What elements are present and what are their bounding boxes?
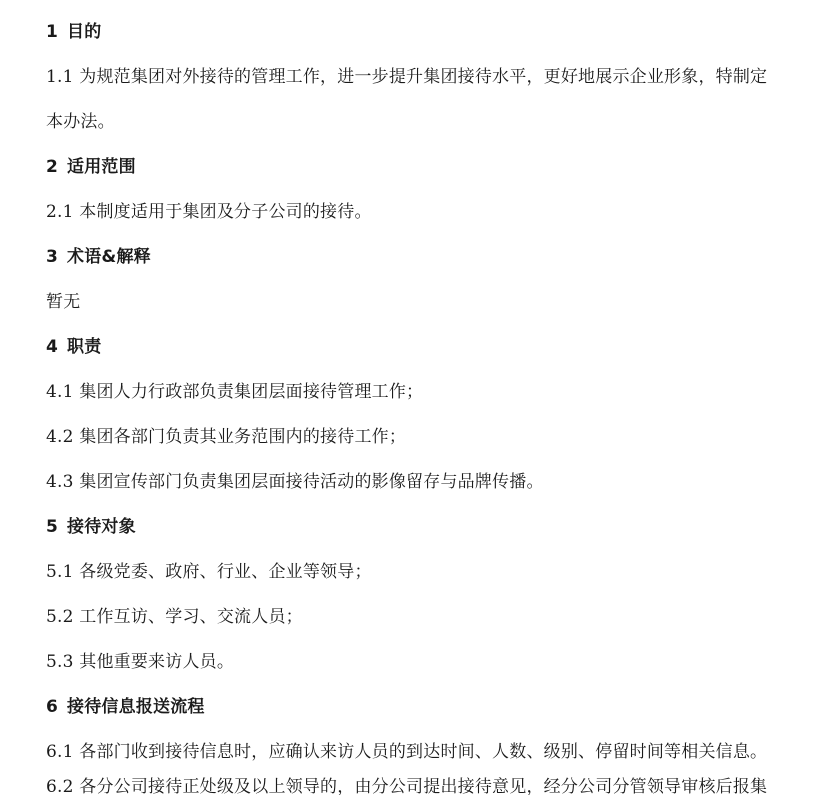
paragraph-6-2: 6.2 各分公司接待正处级及以上领导的，由分公司提出接待意见，经分公司分管领导审核后报集 xyxy=(46,777,768,795)
section-title: 术语&解释 xyxy=(67,247,151,267)
section-title: 接待对象 xyxy=(67,517,136,537)
section-number: 5 xyxy=(46,517,59,537)
section-number: 6 xyxy=(46,697,59,717)
paragraph-5-3: 5.3 其他重要来访人员。 xyxy=(46,652,235,672)
paragraph-6-1: 6.1 各部门收到接待信息时，应确认来访人员的到达时间、人数、级别、停留时间等相关信息。 xyxy=(46,742,768,762)
section-heading-6 xyxy=(46,696,205,718)
paragraph-2-1: 2.1 本制度适用于集团及分子公司的接待。 xyxy=(46,202,372,222)
paragraph-5-1: 5.1 各级党委、政府、行业、企业等领导； xyxy=(46,562,372,582)
section-number: 3 xyxy=(46,247,59,267)
section-title: 目的 xyxy=(67,22,102,42)
section-heading-4 xyxy=(46,336,101,358)
section-heading-3 xyxy=(46,246,151,268)
section-title: 适用范围 xyxy=(67,157,136,177)
paragraph-4-1: 4.1 集团人力行政部负责集团层面接待管理工作； xyxy=(46,382,424,402)
paragraph-4-3: 4.3 集团宣传部门负责集团层面接待活动的影像留存与品牌传播。 xyxy=(46,472,544,492)
paragraph-4-2: 4.2 集团各部门负责其业务范围内的接待工作； xyxy=(46,427,407,447)
section-number: 4 xyxy=(46,337,59,357)
paragraph-1-1: 1.1 为规范集团对外接待的管理工作，进一步提升集团接待水平，更好地展示企业形象，特制定 xyxy=(46,67,768,87)
section-heading-5 xyxy=(46,516,136,538)
section-title: 接待信息报送流程 xyxy=(67,697,205,717)
section-number: 2 xyxy=(46,157,59,177)
section-heading-1 xyxy=(46,21,101,43)
paragraph-5-2: 5.2 工作互访、学习、交流人员； xyxy=(46,607,303,627)
section-heading-2 xyxy=(46,156,136,178)
paragraph-3: 暂无 xyxy=(46,292,81,312)
section-number: 1 xyxy=(46,22,59,42)
paragraph-1-1-cont: 本办法。 xyxy=(46,112,115,132)
paragraph-6-2-clipped xyxy=(46,776,806,795)
section-title: 职责 xyxy=(67,337,102,357)
